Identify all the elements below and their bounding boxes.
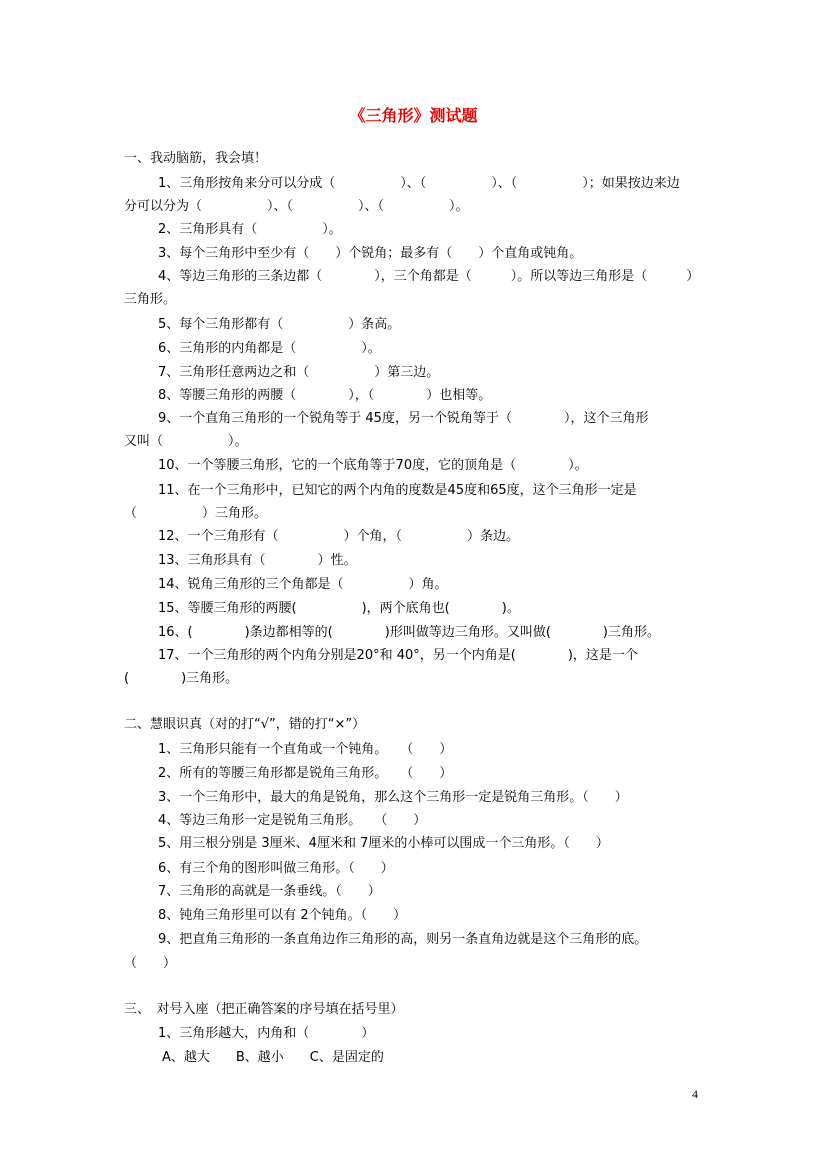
question-line: 分可以分为（ ）、（ ）、（ ）。 [124, 199, 469, 214]
question-line: 8、等腰三角形的两腰（ ），（ ）也相等。 [158, 388, 492, 403]
question-line: 2、三角形具有（ ）。 [158, 222, 342, 237]
question-line: 1、三角形按角来分可以分成（ ）、（ ）、（ ）；如果按边来边 [158, 176, 680, 191]
page-number: 4 [692, 1087, 698, 1101]
question-line: 6、有三个角的图形叫做三角形。（ ） [158, 861, 394, 876]
question-line: 4、等边三角形的三条边都（ ），三个角都是（ ）。所以等边三角形是（ ） [158, 269, 700, 284]
question-line: 1、三角形越大，内角和（ ） [158, 1026, 375, 1041]
question-line: 2、所有的等腰三角形都是锐角三角形。 （ ） [158, 766, 453, 781]
section-1-heading: 一、我动脑筋，我会填！ [124, 151, 268, 166]
question-line: 11、在一个三角形中，已知它的两个内角的度数是45度和65度，这个三角形一定是 [158, 483, 637, 498]
question-line: 16、( )条边都相等的( )形叫做等边三角形。又叫做( )三角形。 [158, 625, 660, 640]
question-line: 17、一个三角形的两个内角分别是20°和 40°，另一个内角是( )，这是一个 [158, 648, 638, 663]
question-line: 10、一个等腰三角形，它的一个底角等于70度，它的顶角是（ ）。 [158, 458, 588, 473]
answer-options: A、越大 B、越小 C、是固定的 [162, 1050, 384, 1065]
question-line: ( )三角形。 [124, 671, 239, 686]
question-line: 7、三角形的高就是一条垂线。（ ） [158, 884, 381, 899]
question-line: 12、一个三角形有（ ）个角，（ ）条边。 [158, 529, 520, 544]
question-line: 15、等腰三角形的两腰( )，两个底角也( )。 [158, 601, 520, 616]
question-line: 5、用三根分别是 3厘米、4厘米和 7厘米的小棒可以围成一个三角形。（ ） [158, 836, 609, 851]
question-line: （ ） [124, 956, 177, 971]
question-line: 7、三角形任意两边之和（ ）第三边。 [158, 365, 440, 380]
document-title: 《三角形》测试题 [349, 106, 478, 125]
question-line: 14、锐角三角形的三个角都是（ ）角。 [158, 577, 448, 592]
question-line: 3、一个三角形中，最大的角是锐角，那么这个三角形一定是锐角三角形。（ ） [158, 790, 628, 805]
question-line: 5、每个三角形都有（ ）条高。 [158, 317, 401, 332]
question-line: 1、三角形只能有一个直角或一个钝角。 （ ） [158, 742, 453, 757]
question-line: 8、钝角三角形里可以有 2个钝角。（ ） [158, 908, 407, 923]
question-line: 9、一个直角三角形的一个锐角等于 45度，另一个锐角等于（ ），这个三角形 [158, 411, 649, 426]
question-line: 6、三角形的内角都是（ ）。 [158, 341, 381, 356]
section-2-heading: 二、慧眼识真（对的打“√”，错的打“×”） [124, 717, 366, 732]
question-line: 三角形。 [124, 292, 177, 307]
question-line: （ ）三角形。 [124, 506, 268, 521]
question-line: 4、等边三角形一定是锐角三角形。 （ ） [158, 813, 427, 828]
question-line: 13、三角形具有（ ）性。 [158, 553, 357, 568]
section-3-heading: 三、 对号入座（把正确答案的序号填在括号里） [124, 1002, 404, 1017]
question-line: 3、每个三角形中至少有（ ）个锐角；最多有（ ）个直角或钝角。 [158, 246, 583, 261]
question-line: 又叫（ ）。 [124, 434, 248, 449]
question-line: 9、把直角三角形的一条直角边作三角形的高，则另一条直角边就是这个三角形的底。 [158, 932, 648, 947]
